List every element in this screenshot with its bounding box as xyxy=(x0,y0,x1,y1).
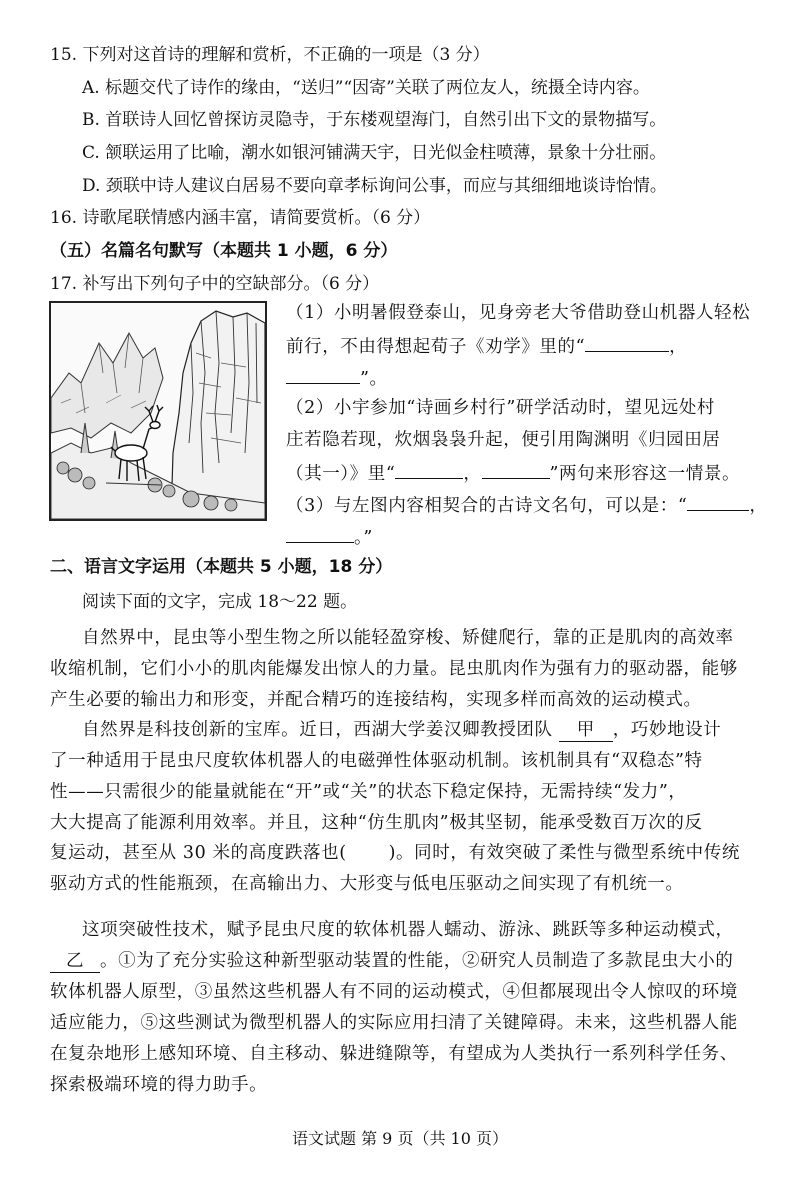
blank-yi[interactable]: 乙 xyxy=(50,950,100,973)
q17-part1-line2 xyxy=(286,334,687,358)
q17-part2-line2: 庄若隐若现，炊烟袅袅升起，便引用陶渊明《归园田居 xyxy=(286,430,721,450)
passage-p2-line2: 了一种适用于昆虫尺度软体机器人的电磁弹性体驱动机制。该机制具有“双稳态”特 xyxy=(50,751,703,771)
q17-part3-line2 xyxy=(286,525,373,549)
q15-option-c: C. 颔联运用了比喻，潮水如银河铺满天宇，日光似金柱喷薄，景象十分壮丽。 xyxy=(82,143,667,163)
q17-part2-line3 xyxy=(286,461,740,485)
q17-part3-text-a: （3）与左图内容相契合的古诗文名句，可以是：“ xyxy=(286,496,688,516)
passage-p2-line4: 大大提高了能源利用效率。并且，这种“仿生肌肉”极其坚韧，能承受数百万次的反 xyxy=(50,813,703,833)
passage-p3-line3: 软体机器人原型，③虽然这些机器人有不同的运动模式，④但都展现出令人惊叹的环境 xyxy=(50,982,738,1002)
passage-p1-line3: 产生必要的输出力和形变，并配合精巧的连接结构，实现多样而高效的运动模式。 xyxy=(50,690,702,710)
q15-option-a: A. 标题交代了诗作的缘由，“送归”“因寄”关联了两位友人，统摄全诗内容。 xyxy=(82,78,650,98)
passage-p1-line1: 自然界中，昆虫等小型生物之所以能轻盈穿梭、矫健爬行，靠的正是肌肉的高效率 xyxy=(82,628,734,648)
passage-p3-line2 xyxy=(50,950,734,973)
q17-blank-3[interactable] xyxy=(395,461,463,479)
passage-p3-line4: 适应能力，⑤这些测试为微型机器人的实际应用扫清了关键障碍。未来，这些机器人能 xyxy=(50,1013,738,1033)
q17-part2-text-c: ”两句来形容这一情景。 xyxy=(549,464,741,484)
q15-option-b: B. 首联诗人回忆曾探访灵隐寺，于东楼观望海门，自然引出下文的景物描写。 xyxy=(82,110,667,130)
q17-blank-5[interactable] xyxy=(687,493,749,511)
q17-part3-line1 xyxy=(286,493,768,517)
landscape-deer-illustration xyxy=(49,301,267,521)
q16-stem: 16. 诗歌尾联情感内涵丰富，请简要赏析。（6 分） xyxy=(50,208,431,228)
blank-jia[interactable]: 甲 xyxy=(559,719,613,742)
q17-part2-text-b: ， xyxy=(463,464,482,484)
q15-stem: 15. 下列对这首诗的理解和赏析，不正确的一项是（3 分） xyxy=(50,45,490,65)
passage-p2-line6: 驱动方式的性能瓶颈，在高输出力、大形变与低电压驱动之间实现了有机统一。 xyxy=(50,874,684,894)
q15-option-d: D. 颈联中诗人建议白居易不要向章孝标询问公事，而应与其细细地谈诗怡情。 xyxy=(82,176,667,196)
q17-blank-2[interactable] xyxy=(286,366,360,384)
q17-part1-text-a: 前行，不由得想起荀子《劝学》里的“ xyxy=(286,337,586,357)
q17-part3-text-b: ， xyxy=(749,496,768,516)
page-footer: 语文试题 第 9 页（共 10 页） xyxy=(292,1129,508,1148)
passage-p2-line5 xyxy=(50,842,740,864)
read-instruction: 阅读下面的文字，完成 18～22 题。 xyxy=(82,592,358,612)
q17-blank-1[interactable] xyxy=(585,334,669,352)
passage-p2-text-a: 自然界是科技创新的宝库。近日，西湖大学姜汉卿教授团队 xyxy=(82,720,553,740)
passage-p2-text-b: ，巧妙地设计 xyxy=(612,720,722,740)
q17-part1-text-b: ， xyxy=(669,337,688,357)
section5-heading: （五）名篇名句默写（本题共 1 小题，6 分） xyxy=(50,241,398,261)
q17-stem: 17. 补写出下列句子中的空缺部分。（6 分） xyxy=(50,274,380,294)
q17-part2-line1: （2）小宇参加“诗画乡村行”研学活动时，望见远处村 xyxy=(286,398,716,418)
passage-p3-line1: 这项突破性技术，赋予昆虫尺度的软体机器人蠕动、游泳、跳跃等多种运动模式， xyxy=(82,920,734,940)
q17-blank-4[interactable] xyxy=(482,461,550,479)
q17-part1-text-c: ”。 xyxy=(360,369,388,389)
q17-part1-line1: （1）小明暑假登泰山，见身旁老大爷借助登山机器人轻松 xyxy=(286,303,751,323)
q17-part1-line3 xyxy=(286,366,388,390)
q17-part2-text-a: （其一）》里“ xyxy=(286,464,396,484)
passage-p2-text-d: )。同时，有效突破了柔性与微型系统中传统 xyxy=(388,843,740,863)
q17-blank-6[interactable] xyxy=(286,525,354,543)
passage-p2-line1 xyxy=(82,719,721,742)
passage-p1-line2: 收缩机制，它们小小的肌肉能爆发出惊人的力量。昆虫肌肉作为强有力的驱动器，能够 xyxy=(50,659,738,679)
part2-heading: 二、语言文字运用（本题共 5 小题，18 分） xyxy=(50,557,393,577)
passage-p2-line3: 性——只需很少的能量就能在“开”或“关”的状态下稳定保持，无需持续“发力”， xyxy=(50,782,687,802)
passage-p3-line5: 在复杂地形上感知环境、自主移动、躲进缝隙等，有望成为人类执行一系列科学任务、 xyxy=(50,1044,738,1064)
passage-p3-text-a: 。①为了充分实验这种新型驱动装置的性能，②研究人员制造了多款昆虫大小的 xyxy=(100,951,734,971)
q17-part3-text-c: 。” xyxy=(354,528,373,548)
passage-p3-line6: 探索极端环境的得力助手。 xyxy=(50,1075,268,1095)
landscape-drawing xyxy=(51,303,265,519)
passage-p2-text-c: 复运动，甚至从 30 米的高度跌落也( xyxy=(50,843,347,863)
